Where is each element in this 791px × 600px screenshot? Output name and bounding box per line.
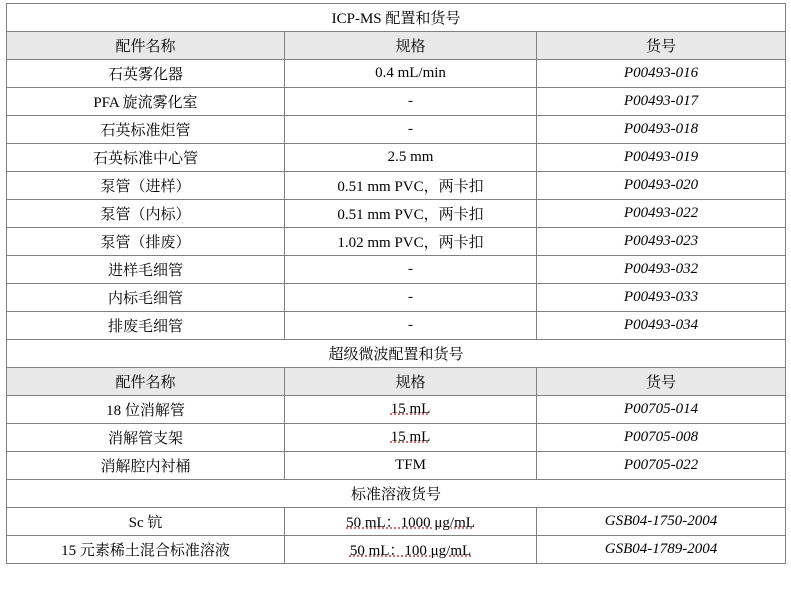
header-spec: 规格	[285, 368, 537, 396]
header-part-name: 配件名称	[7, 32, 285, 60]
table-header-row	[7, 32, 786, 60]
cell-part-name: 消解腔内衬桶	[7, 452, 285, 480]
cell-part-number: P00493-023	[537, 228, 786, 256]
cell-spec: -	[285, 116, 537, 144]
cell-part-number: P00493-033	[537, 284, 786, 312]
cell-spec: 2.5 mm	[285, 144, 537, 172]
table-row	[7, 88, 786, 116]
cell-spec: 15 mL	[285, 396, 537, 424]
table-row	[7, 116, 786, 144]
section-title-icpms: ICP-MS 配置和货号	[7, 4, 786, 32]
cell-part-number: GSB04-1789-2004	[537, 536, 786, 564]
cell-part-number: P00493-020	[537, 172, 786, 200]
cell-spec: -	[285, 284, 537, 312]
cell-part-name: 石英标准中心管	[7, 144, 285, 172]
cell-part-name: 石英标准炬管	[7, 116, 285, 144]
parts-table	[6, 3, 786, 564]
cell-part-number: P00493-034	[537, 312, 786, 340]
cell-spec: 0.4 mL/min	[285, 60, 537, 88]
cell-spec: 0.51 mm PVC，两卡扣	[285, 200, 537, 228]
table-row	[7, 284, 786, 312]
cell-part-number: P00493-032	[537, 256, 786, 284]
table-row	[7, 536, 786, 564]
cell-part-name: 内标毛细管	[7, 284, 285, 312]
header-spec: 规格	[285, 32, 537, 60]
header-part-number: 货号	[537, 368, 786, 396]
section-title-row	[7, 480, 786, 508]
cell-spec: -	[285, 256, 537, 284]
cell-spec: -	[285, 312, 537, 340]
section-title-standard-solution: 标准溶液货号	[7, 480, 786, 508]
table-row	[7, 172, 786, 200]
header-part-number: 货号	[537, 32, 786, 60]
cell-part-name: 进样毛细管	[7, 256, 285, 284]
cell-part-name: 18 位消解管	[7, 396, 285, 424]
cell-part-number: P00493-022	[537, 200, 786, 228]
table-row	[7, 452, 786, 480]
table-row	[7, 396, 786, 424]
cell-part-name: 排废毛细管	[7, 312, 285, 340]
cell-part-name: 泵管（排废）	[7, 228, 285, 256]
table-row	[7, 60, 786, 88]
cell-part-number: GSB04-1750-2004	[537, 508, 786, 536]
table-row	[7, 508, 786, 536]
table-row	[7, 256, 786, 284]
cell-part-name: 泵管（内标）	[7, 200, 285, 228]
table-header-row	[7, 368, 786, 396]
cell-part-name: 15 元素稀土混合标准溶液	[7, 536, 285, 564]
cell-part-number: P00705-008	[537, 424, 786, 452]
cell-part-name: 石英雾化器	[7, 60, 285, 88]
section-title-row	[7, 340, 786, 368]
cell-part-number: P00493-016	[537, 60, 786, 88]
cell-part-number: P00493-018	[537, 116, 786, 144]
table-row	[7, 200, 786, 228]
cell-spec: 50 mL：1000 μg/mL	[285, 508, 537, 536]
cell-spec: 0.51 mm PVC，两卡扣	[285, 172, 537, 200]
cell-part-name: PFA 旋流雾化室	[7, 88, 285, 116]
cell-part-name: 消解管支架	[7, 424, 285, 452]
cell-part-name: Sc 钪	[7, 508, 285, 536]
table-row	[7, 144, 786, 172]
cell-part-name: 泵管（进样）	[7, 172, 285, 200]
cell-part-number: P00493-019	[537, 144, 786, 172]
section-title-microwave: 超级微波配置和货号	[7, 340, 786, 368]
cell-spec: 50 mL：100 μg/mL	[285, 536, 537, 564]
table-row	[7, 424, 786, 452]
cell-spec: 1.02 mm PVC，两卡扣	[285, 228, 537, 256]
cell-part-number: P00493-017	[537, 88, 786, 116]
table-row	[7, 228, 786, 256]
cell-spec: 15 mL	[285, 424, 537, 452]
cell-spec: TFM	[285, 452, 537, 480]
section-title-row	[7, 4, 786, 32]
cell-part-number: P00705-022	[537, 452, 786, 480]
table-row	[7, 312, 786, 340]
header-part-name: 配件名称	[7, 368, 285, 396]
cell-part-number: P00705-014	[537, 396, 786, 424]
cell-spec: -	[285, 88, 537, 116]
